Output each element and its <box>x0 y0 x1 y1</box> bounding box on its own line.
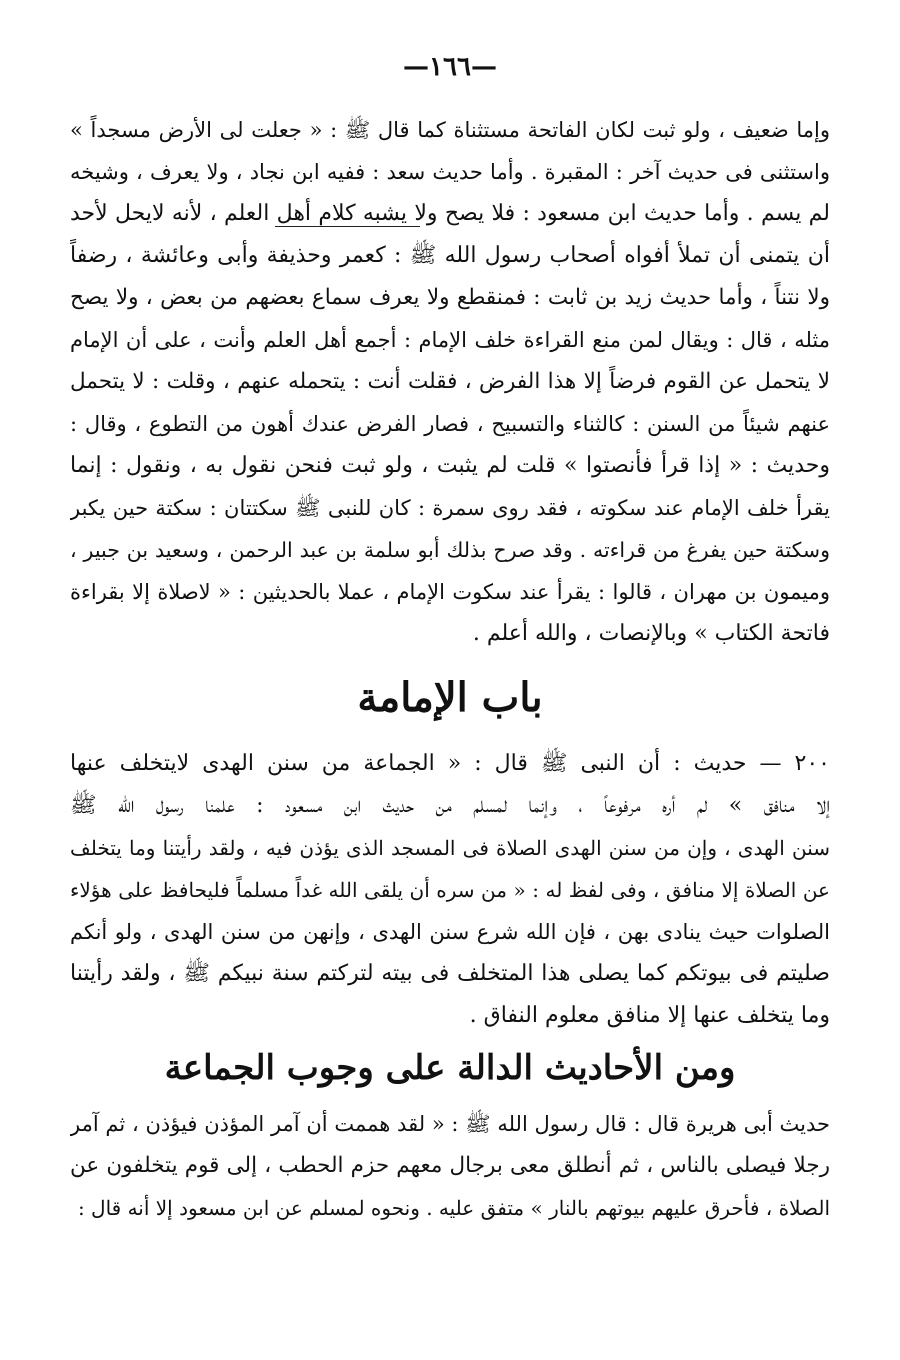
text-line-2-3: سنن الهدى ، وإن من سنن الهدى الصلاة فى المسجد الذى يؤذن فيه ، ولقد رأيتنا وما يتخلف <box>70 836 830 860</box>
text-line-3-2: رجلا فيصلى بالناس ، ثم أنطلق معى برجال معهم حزم الحطب ، إلى قوم يتخلفون عن <box>70 1153 830 1178</box>
text-line-1-7: لا يتحمل عن القوم فرضاً إلا هذا الفرض ، فقلت أنت : يتحمله عنهم ، وقلت : لا يتحمل <box>70 369 830 394</box>
text-line-1-3: لم يسم . وأما حديث ابن مسعود : فلا يصح ولا يشبه كلام أهل العلم ، لأنه لايحل لأحد <box>70 201 830 226</box>
text-line-2-6: صليتم فى بيوتكم كما يصلى هذا المتخلف فى بيته لتركتم سنة نبيكم ﷺ ، ولقد رأيتنا <box>70 961 830 986</box>
text-line-2-4: عن الصلاة إلا منافق ، وفى لفظ له : « من سره أن يلقى الله غداً مسلماً فليحافظ على هؤلاء <box>70 878 830 902</box>
text-line-1-11: وسكتة حين يفرغ من قراءته . وقد صرح بذلك أبو سلمة بن عبد الرحمن ، وسعيد بن جبير ، <box>70 538 830 562</box>
text-line-1-6: مثله ، قال : ويقال لمن منع القراءة خلف الإمام : أجمع أهل العلم وأنت ، على أن الإمام <box>70 328 830 352</box>
text-line-1-9: وحديث : « إذا قرأ فأنصتوا » قلت لم يثبت ، ولو ثبت فنحن نقول به ، ونقول : إنما <box>70 453 830 478</box>
text-line-1-8: عنهم شيئاً من السنن : كالثناء والتسبيح ، فصار الفرض عندك أهون من التطوع ، وقال : <box>70 412 830 436</box>
text-line-2-5: الصلوات حيث ينادى بهن ، فإن الله شرع سنن الهدى ، وإنهن من سنن الهدى ، ولو أنكم <box>70 920 830 944</box>
text-line-2-2: إلا منافق » لم أره مرفوعاً ، وإنما لمسلم من حديث ابن مسعود : علمنا رسول الله ﷺ <box>70 793 830 818</box>
section-heading-jamaah: ومن الأحاديث الدالة على وجوب الجماعة <box>164 1048 736 1088</box>
underline-mark <box>275 226 420 227</box>
text-line-3-3: الصلاة ، فأحرق عليهم بيوتهم بالنار » متفق عليه . ونحوه لمسلم عن ابن مسعود إلا أنه قال : <box>77 1196 830 1220</box>
text-line-1-4: أن يتمنى أن تملأ أفواه أصحاب رسول الله ﷺ : كعمر وحذيفة وأبى وعائشة ، رضفاً <box>70 243 830 268</box>
text-line-2-1: ٢٠٠ — حديث : أن النبى ﷺ قال : « الجماعة من سنن الهدى لايتخلف عنها <box>70 751 830 776</box>
section-heading-imamah: باب الإمامة <box>357 674 543 721</box>
page-number: —١٦٦— <box>403 52 497 82</box>
text-line-1-13: فاتحة الكتاب » وبالإنصات ، والله أعلم . <box>472 621 830 646</box>
text-line-1-12: وميمون بن مهران ، قالوا : يقرأ عند سكوت الإمام ، عملا بالحديثين : « لاصلاة إلا بقراءة <box>70 580 830 604</box>
text-line-1-10: يقرأ خلف الإمام عند سكوته ، فقد روى سمرة : كان للنبى ﷺ سكتتان : سكتة حين يكبر <box>70 496 830 520</box>
text-line-2-7: وما يتخلف عنها إلا منافق معلوم النفاق . <box>469 1003 830 1028</box>
text-line-3-1: حديث أبى هريرة قال : قال رسول الله ﷺ : « لقد هممت أن آمر المؤذن فيؤذن ، ثم آمر <box>70 1112 830 1136</box>
text-line-1-1: وإما ضعيف ، ولو ثبت لكان الفاتحة مستثناة كما قال ﷺ : « جعلت لى الأرض مسجداً » <box>70 118 830 142</box>
text-line-1-5: ولا نتناً ، وأما حديث زيد بن ثابت : فمنقطع ولا يعرف سماع بعضهم من بعض ، ولا يصح <box>70 285 830 310</box>
text-line-1-2: واستثنى فى حديث آخر : المقبرة . وأما حديث سعد : ففيه ابن نجاد ، ولا يعرف ، وشيخه <box>70 160 830 184</box>
